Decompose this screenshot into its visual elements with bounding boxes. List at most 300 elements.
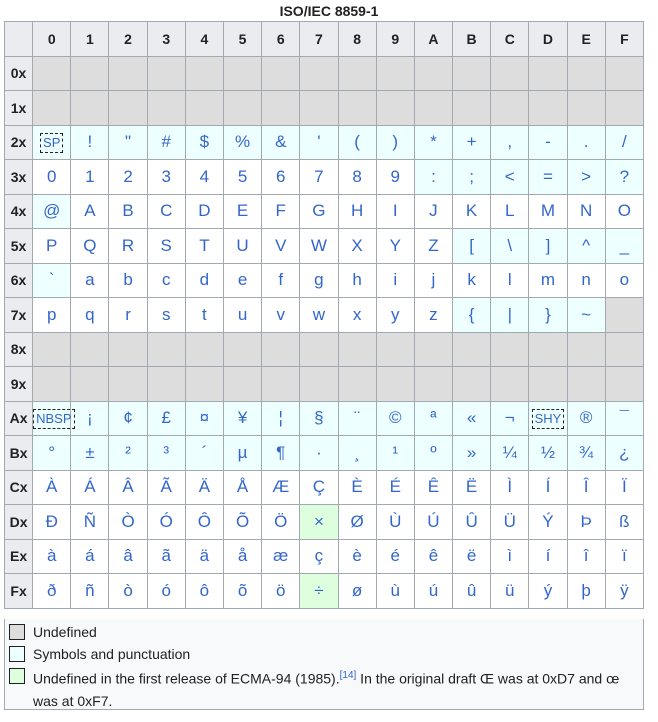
char-cell[interactable]: Æ	[262, 470, 300, 505]
char-cell[interactable]	[529, 401, 567, 436]
column-header: 8	[338, 22, 376, 57]
char-cell[interactable]: J	[414, 194, 452, 229]
char-cell[interactable]: Q	[71, 229, 109, 264]
char-cell[interactable]: s	[147, 298, 185, 333]
char-cell[interactable]: g	[300, 263, 338, 298]
char-abbr[interactable]: SP	[40, 133, 63, 153]
char-cell[interactable]: p	[33, 298, 71, 333]
undefined-cell	[605, 56, 643, 91]
char-cell[interactable]: 9	[376, 160, 414, 195]
char-cell[interactable]: ð	[33, 574, 71, 609]
table-row	[5, 332, 644, 367]
char-cell[interactable]: æ	[262, 539, 300, 574]
table-row	[5, 91, 644, 126]
undefined-cell	[529, 332, 567, 367]
char-cell[interactable]: }	[529, 298, 567, 333]
char-cell[interactable]: A	[71, 194, 109, 229]
undefined-cell	[414, 56, 452, 91]
row-header: Ex	[5, 539, 33, 574]
char-cell[interactable]: e	[223, 263, 261, 298]
table-row	[5, 401, 644, 436]
undefined-cell	[109, 56, 147, 91]
row-header: 7x	[5, 298, 33, 333]
char-cell[interactable]: d	[185, 263, 223, 298]
char-cell[interactable]: ø	[338, 574, 376, 609]
table-row	[5, 539, 644, 574]
char-cell[interactable]: O	[605, 194, 643, 229]
char-cell[interactable]: ¢	[109, 401, 147, 436]
table-row	[5, 56, 644, 91]
char-cell[interactable]: ñ	[71, 574, 109, 609]
char-cell[interactable]: u	[223, 298, 261, 333]
undefined-cell	[529, 367, 567, 402]
char-cell[interactable]: H	[338, 194, 376, 229]
char-cell[interactable]: Þ	[567, 505, 605, 540]
char-cell[interactable]: ¸	[338, 436, 376, 471]
char-cell[interactable]: {	[453, 298, 491, 333]
char-cell[interactable]: Ã	[147, 470, 185, 505]
char-cell[interactable]: ß	[605, 505, 643, 540]
char-cell[interactable]: û	[453, 574, 491, 609]
undefined-cell	[109, 367, 147, 402]
undefined-cell	[338, 332, 376, 367]
char-cell[interactable]: ¼	[491, 436, 529, 471]
char-cell[interactable]: h	[338, 263, 376, 298]
undefined-cell	[185, 367, 223, 402]
char-cell[interactable]: ¬	[491, 401, 529, 436]
char-cell[interactable]: Û	[453, 505, 491, 540]
char-cell[interactable]: L	[491, 194, 529, 229]
char-cell[interactable]: ¤	[185, 401, 223, 436]
char-cell[interactable]: °	[33, 436, 71, 471]
char-cell[interactable]: @	[33, 194, 71, 229]
char-cell[interactable]: 2	[109, 160, 147, 195]
char-cell[interactable]: º	[414, 436, 452, 471]
undefined-cell	[223, 367, 261, 402]
undefined-cell	[185, 56, 223, 91]
undefined-cell	[414, 332, 452, 367]
undefined-cell	[147, 91, 185, 126]
column-header: 1	[71, 22, 109, 57]
char-cell[interactable]: a	[71, 263, 109, 298]
char-cell[interactable]: ã	[147, 539, 185, 574]
undefined-cell	[491, 91, 529, 126]
char-cell[interactable]: Ó	[147, 505, 185, 540]
char-cell[interactable]: î	[567, 539, 605, 574]
table-row	[5, 470, 644, 505]
legend-label: Symbols and punctuation	[33, 646, 191, 662]
char-cell[interactable]: ç	[300, 539, 338, 574]
legend-label: Undefined in the first release of ECMA-94 (1985).	[33, 670, 340, 687]
legend-label: Undefined	[33, 624, 97, 640]
row-header: 1x	[5, 91, 33, 126]
char-cell[interactable]: ¶	[262, 436, 300, 471]
char-cell[interactable]: ù	[376, 574, 414, 609]
undefined-cell	[71, 332, 109, 367]
column-header: B	[453, 22, 491, 57]
column-header: 0	[33, 22, 71, 57]
char-cell[interactable]: µ	[223, 436, 261, 471]
char-cell[interactable]: D	[185, 194, 223, 229]
char-cell[interactable]: &	[262, 125, 300, 160]
undefined-cell	[491, 56, 529, 91]
undefined-cell	[414, 91, 452, 126]
char-cell[interactable]: v	[262, 298, 300, 333]
char-cell[interactable]: U	[223, 229, 261, 264]
char-cell[interactable]: ÿ	[605, 574, 643, 609]
row-header: Cx	[5, 470, 33, 505]
char-cell[interactable]: ²	[109, 436, 147, 471]
char-cell[interactable]: ×	[300, 505, 338, 540]
char-cell[interactable]: Ô	[185, 505, 223, 540]
char-cell[interactable]: )	[376, 125, 414, 160]
row-header: 4x	[5, 194, 33, 229]
char-cell[interactable]: m	[529, 263, 567, 298]
char-cell[interactable]: í	[529, 539, 567, 574]
char-cell[interactable]: 3	[147, 160, 185, 195]
char-cell[interactable]: =	[529, 160, 567, 195]
legend	[4, 619, 644, 710]
char-cell[interactable]: §	[300, 401, 338, 436]
char-cell[interactable]: Ú	[414, 505, 452, 540]
charset-body	[5, 56, 644, 608]
char-cell[interactable]	[33, 125, 71, 160]
row-header: Dx	[5, 505, 33, 540]
char-cell[interactable]: I	[376, 194, 414, 229]
undefined-cell	[109, 91, 147, 126]
char-cell[interactable]: l	[491, 263, 529, 298]
column-header: 6	[262, 22, 300, 57]
char-cell[interactable]: k	[453, 263, 491, 298]
char-cell[interactable]: .	[567, 125, 605, 160]
char-cell[interactable]: b	[109, 263, 147, 298]
char-cell[interactable]: ]	[529, 229, 567, 264]
undefined-cell	[71, 91, 109, 126]
char-cell[interactable]: ®	[567, 401, 605, 436]
char-cell[interactable]: x	[338, 298, 376, 333]
char-cell[interactable]: ½	[529, 436, 567, 471]
undefined-cell	[33, 332, 71, 367]
legend-ecma	[9, 665, 639, 712]
char-cell[interactable]: t	[185, 298, 223, 333]
table-caption: ISO/IEC 8859-1	[279, 3, 379, 19]
char-cell[interactable]: R	[109, 229, 147, 264]
char-cell[interactable]: 1	[71, 160, 109, 195]
row-header: Fx	[5, 574, 33, 609]
char-cell[interactable]: 4	[185, 160, 223, 195]
char-cell[interactable]: #	[147, 125, 185, 160]
char-cell[interactable]: i	[376, 263, 414, 298]
charset-table	[4, 21, 644, 609]
char-cell[interactable]: 0	[33, 160, 71, 195]
char-cell[interactable]: (	[338, 125, 376, 160]
char-cell[interactable]: K	[453, 194, 491, 229]
undefined-cell	[529, 56, 567, 91]
undefined-cell	[147, 367, 185, 402]
char-cell[interactable]: Ð	[33, 505, 71, 540]
column-header: 5	[223, 22, 261, 57]
char-cell[interactable]: Ò	[109, 505, 147, 540]
table-row	[5, 194, 644, 229]
char-cell[interactable]: ¨	[338, 401, 376, 436]
char-cell[interactable]: X	[338, 229, 376, 264]
undefined-cell	[376, 56, 414, 91]
char-cell[interactable]: Ì	[491, 470, 529, 505]
table-row	[5, 125, 644, 160]
char-cell[interactable]: Õ	[223, 505, 261, 540]
char-cell[interactable]: ¥	[223, 401, 261, 436]
char-cell[interactable]: n	[567, 263, 605, 298]
char-cell[interactable]: q	[71, 298, 109, 333]
char-cell[interactable]: o	[605, 263, 643, 298]
char-cell[interactable]: T	[185, 229, 223, 264]
char-cell[interactable]: <	[491, 160, 529, 195]
char-cell[interactable]: ê	[414, 539, 452, 574]
column-header: 2	[109, 22, 147, 57]
undefined-cell	[300, 367, 338, 402]
char-cell[interactable]: ì	[491, 539, 529, 574]
char-cell[interactable]: ú	[414, 574, 452, 609]
char-cell[interactable]: â	[109, 539, 147, 574]
char-cell[interactable]: V	[262, 229, 300, 264]
char-cell[interactable]: +	[453, 125, 491, 160]
char-cell[interactable]: ³	[147, 436, 185, 471]
undefined-cell	[453, 56, 491, 91]
char-abbr[interactable]: NBSP	[33, 409, 74, 429]
char-cell[interactable]: z	[414, 298, 452, 333]
char-cell[interactable]: W	[300, 229, 338, 264]
char-cell[interactable]: é	[376, 539, 414, 574]
undefined-cell	[71, 56, 109, 91]
char-cell[interactable]: !	[71, 125, 109, 160]
char-cell[interactable]: E	[223, 194, 261, 229]
char-cell[interactable]: B	[109, 194, 147, 229]
char-cell[interactable]: 7	[300, 160, 338, 195]
char-cell[interactable]: ü	[491, 574, 529, 609]
column-header: 3	[147, 22, 185, 57]
char-cell[interactable]: ´	[185, 436, 223, 471]
char-abbr[interactable]: SHY	[532, 409, 565, 429]
undefined-cell	[185, 91, 223, 126]
char-cell[interactable]: è	[338, 539, 376, 574]
undefined-cell	[262, 56, 300, 91]
char-cell[interactable]: Î	[567, 470, 605, 505]
char-cell[interactable]: S	[147, 229, 185, 264]
char-cell[interactable]: ¿	[605, 436, 643, 471]
char-cell[interactable]: /	[605, 125, 643, 160]
char-cell[interactable]: ô	[185, 574, 223, 609]
undefined-cell	[453, 91, 491, 126]
char-cell[interactable]: G	[300, 194, 338, 229]
char-cell[interactable]: :	[414, 160, 452, 195]
table-row	[5, 367, 644, 402]
char-cell[interactable]: ò	[109, 574, 147, 609]
undefined-cell	[605, 91, 643, 126]
char-cell[interactable]: »	[453, 436, 491, 471]
char-cell[interactable]: y	[376, 298, 414, 333]
corner-cell	[5, 22, 33, 57]
char-cell[interactable]: ©	[376, 401, 414, 436]
undefined-cell	[71, 367, 109, 402]
undefined-cell	[300, 91, 338, 126]
row-header: 9x	[5, 367, 33, 402]
char-cell[interactable]: |	[491, 298, 529, 333]
undefined-cell	[376, 332, 414, 367]
row-header: 3x	[5, 160, 33, 195]
char-cell[interactable]: M	[529, 194, 567, 229]
legend-note: In the original draft Œ was at 0xD7 and œ was at 0xF7.	[33, 670, 620, 709]
char-cell[interactable]: á	[71, 539, 109, 574]
char-cell[interactable]: "	[109, 125, 147, 160]
column-header: E	[567, 22, 605, 57]
char-cell[interactable]: Ü	[491, 505, 529, 540]
char-cell[interactable]: Ë	[453, 470, 491, 505]
undefined-cell	[109, 332, 147, 367]
char-cell[interactable]: à	[33, 539, 71, 574]
table-row	[5, 263, 644, 298]
char-cell[interactable]: Â	[109, 470, 147, 505]
table-row	[5, 436, 644, 471]
undefined-cell	[605, 332, 643, 367]
char-cell[interactable]: ,	[491, 125, 529, 160]
char-cell[interactable]: ¹	[376, 436, 414, 471]
char-cell[interactable]: -	[529, 125, 567, 160]
char-cell[interactable]: f	[262, 263, 300, 298]
char-cell[interactable]: [	[453, 229, 491, 264]
char-cell[interactable]: Å	[223, 470, 261, 505]
char-cell[interactable]: Ï	[605, 470, 643, 505]
char-cell[interactable]: ó	[147, 574, 185, 609]
char-cell[interactable]: ·	[300, 436, 338, 471]
char-cell[interactable]: Ñ	[71, 505, 109, 540]
legend-swatch-symbols	[9, 646, 25, 662]
row-header: 6x	[5, 263, 33, 298]
char-cell[interactable]: ;	[453, 160, 491, 195]
undefined-cell	[376, 91, 414, 126]
char-cell[interactable]: ä	[185, 539, 223, 574]
row-header: 5x	[5, 229, 33, 264]
char-cell[interactable]: P	[33, 229, 71, 264]
char-cell[interactable]: Ê	[414, 470, 452, 505]
char-cell[interactable]: C	[147, 194, 185, 229]
char-cell[interactable]: È	[338, 470, 376, 505]
undefined-cell	[223, 91, 261, 126]
char-cell[interactable]: 8	[338, 160, 376, 195]
char-cell[interactable]: $	[185, 125, 223, 160]
char-cell[interactable]: Í	[529, 470, 567, 505]
char-cell[interactable]: ë	[453, 539, 491, 574]
char-cell[interactable]: ¾	[567, 436, 605, 471]
row-header: Ax	[5, 401, 33, 436]
table-row	[5, 298, 644, 333]
column-header: F	[605, 22, 643, 57]
char-cell[interactable]: 6	[262, 160, 300, 195]
undefined-cell	[338, 56, 376, 91]
row-header: 2x	[5, 125, 33, 160]
char-cell[interactable]: %	[223, 125, 261, 160]
char-cell[interactable]: ª	[414, 401, 452, 436]
char-cell[interactable]: \	[491, 229, 529, 264]
char-cell[interactable]: £	[147, 401, 185, 436]
char-cell[interactable]: Ä	[185, 470, 223, 505]
char-cell[interactable]: ~	[567, 298, 605, 333]
char-cell[interactable]: õ	[223, 574, 261, 609]
char-cell[interactable]: Ö	[262, 505, 300, 540]
column-header: 9	[376, 22, 414, 57]
char-cell[interactable]: þ	[567, 574, 605, 609]
char-cell[interactable]: Y	[376, 229, 414, 264]
char-cell[interactable]: «	[453, 401, 491, 436]
column-header: D	[529, 22, 567, 57]
row-header: 0x	[5, 56, 33, 91]
char-cell[interactable]: Ý	[529, 505, 567, 540]
char-cell[interactable]: Ø	[338, 505, 376, 540]
undefined-cell	[338, 367, 376, 402]
char-cell[interactable]: ?	[605, 160, 643, 195]
char-cell[interactable]: ÷	[300, 574, 338, 609]
row-header: 8x	[5, 332, 33, 367]
char-cell[interactable]: >	[567, 160, 605, 195]
char-cell[interactable]: ö	[262, 574, 300, 609]
legend-undefined	[9, 621, 639, 643]
char-cell[interactable]: å	[223, 539, 261, 574]
char-cell[interactable]: ¯	[605, 401, 643, 436]
legend-swatch-undefined	[9, 624, 25, 640]
char-cell[interactable]: N	[567, 194, 605, 229]
undefined-cell	[300, 56, 338, 91]
char-cell[interactable]: 5	[223, 160, 261, 195]
char-cell[interactable]: '	[300, 125, 338, 160]
char-cell[interactable]: Á	[71, 470, 109, 505]
char-cell[interactable]: F	[262, 194, 300, 229]
char-cell[interactable]: É	[376, 470, 414, 505]
undefined-cell	[33, 91, 71, 126]
char-cell[interactable]	[33, 401, 71, 436]
undefined-cell	[529, 91, 567, 126]
char-cell[interactable]: _	[605, 229, 643, 264]
char-cell[interactable]: w	[300, 298, 338, 333]
char-cell[interactable]: r	[109, 298, 147, 333]
char-cell[interactable]: ¦	[262, 401, 300, 436]
table-row	[5, 505, 644, 540]
char-cell[interactable]: c	[147, 263, 185, 298]
undefined-cell	[262, 367, 300, 402]
undefined-cell	[223, 332, 261, 367]
char-cell[interactable]: ý	[529, 574, 567, 609]
char-cell[interactable]: Ç	[300, 470, 338, 505]
char-cell[interactable]: `	[33, 263, 71, 298]
char-cell[interactable]: ï	[605, 539, 643, 574]
char-cell[interactable]: Z	[414, 229, 452, 264]
footnote-ref-link[interactable]: [14]	[339, 670, 357, 681]
char-cell[interactable]: *	[414, 125, 452, 160]
char-cell[interactable]: Ù	[376, 505, 414, 540]
column-header-row	[5, 22, 644, 57]
column-header: A	[414, 22, 452, 57]
char-cell[interactable]: ±	[71, 436, 109, 471]
undefined-cell	[491, 367, 529, 402]
undefined-cell	[567, 91, 605, 126]
table-row	[5, 160, 644, 195]
undefined-cell	[567, 332, 605, 367]
char-cell[interactable]: À	[33, 470, 71, 505]
column-header: C	[491, 22, 529, 57]
char-cell[interactable]: ¡	[71, 401, 109, 436]
undefined-cell	[147, 332, 185, 367]
char-cell[interactable]: j	[414, 263, 452, 298]
char-cell[interactable]: ^	[567, 229, 605, 264]
legend-swatch-ecma	[9, 668, 25, 684]
